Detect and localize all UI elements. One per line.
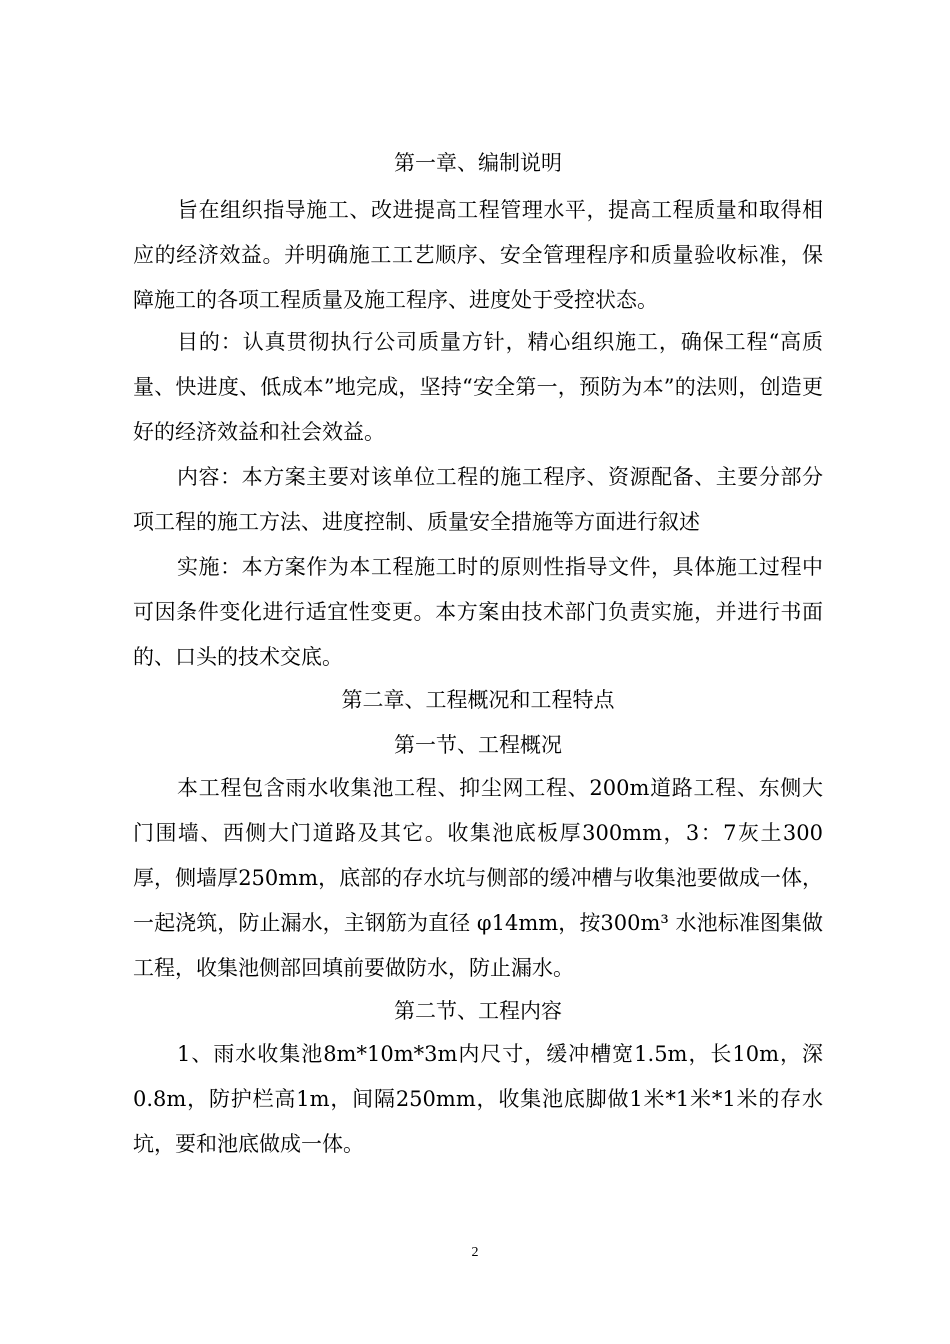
paragraph-implementation: 实施：本方案作为本工程施工时的原则性指导文件，具体施工过程中可因条件变化进行适宜性变更。本方案由技术部门负责实施，并进行书面的、口头的技术交底。: [133, 555, 823, 669]
section-1-title: 第一节、工程概况: [394, 733, 562, 757]
paragraph-purpose: 旨在组织指导施工、改进提高工程管理水平，提高工程质量和取得相应的经济效益。并明确施工工艺顺序、安全管理程序和质量验收标准，保障施工的各项工程质量及施工程序、进度处于受控状态。: [133, 198, 823, 312]
section-2-title: 第二节、工程内容: [394, 999, 562, 1023]
paragraph-project-overview: 本工程包含雨水收集池工程、抑尘网工程、200m道路工程、东侧大门围墙、西侧大门道路及其它。收集池底板厚300mm，3：7灰土300厚，侧墙厚250mm，底部的存水坑与侧部的缓冲槽与收集池要做成一体，一起浇筑，防止漏水，主钢筋为直径 φ14mm，按300m³ 水池标准图集做工程，收集池侧部回填前要做防水，防止漏水。: [133, 776, 823, 980]
chapter-2-title: 第二章、工程概况和工程特点: [341, 688, 615, 712]
paragraph-content: 内容：本方案主要对该单位工程的施工程序、资源配备、主要分部分项工程的施工方法、进度控制、质量安全措施等方面进行叙述: [133, 465, 823, 534]
paragraph-rain-tank: 1、雨水收集池8m*10m*3m内尺寸，缓冲槽宽1.5m，长10m，深0.8m，防护栏高1m，间隔250mm，收集池底脚做1米*1米*1米的存水坑，要和池底做成一体。: [133, 1042, 823, 1156]
paragraph-objective: 目的：认真贯彻执行公司质量方针，精心组织施工，确保工程“高质量、快进度、低成本”地完成，坚持“安全第一，预防为本”的法则，创造更好的经济效益和社会效益。: [133, 330, 823, 444]
page-number: 2: [471, 1245, 479, 1260]
chapter-1-title: 第一章、编制说明: [394, 151, 562, 175]
